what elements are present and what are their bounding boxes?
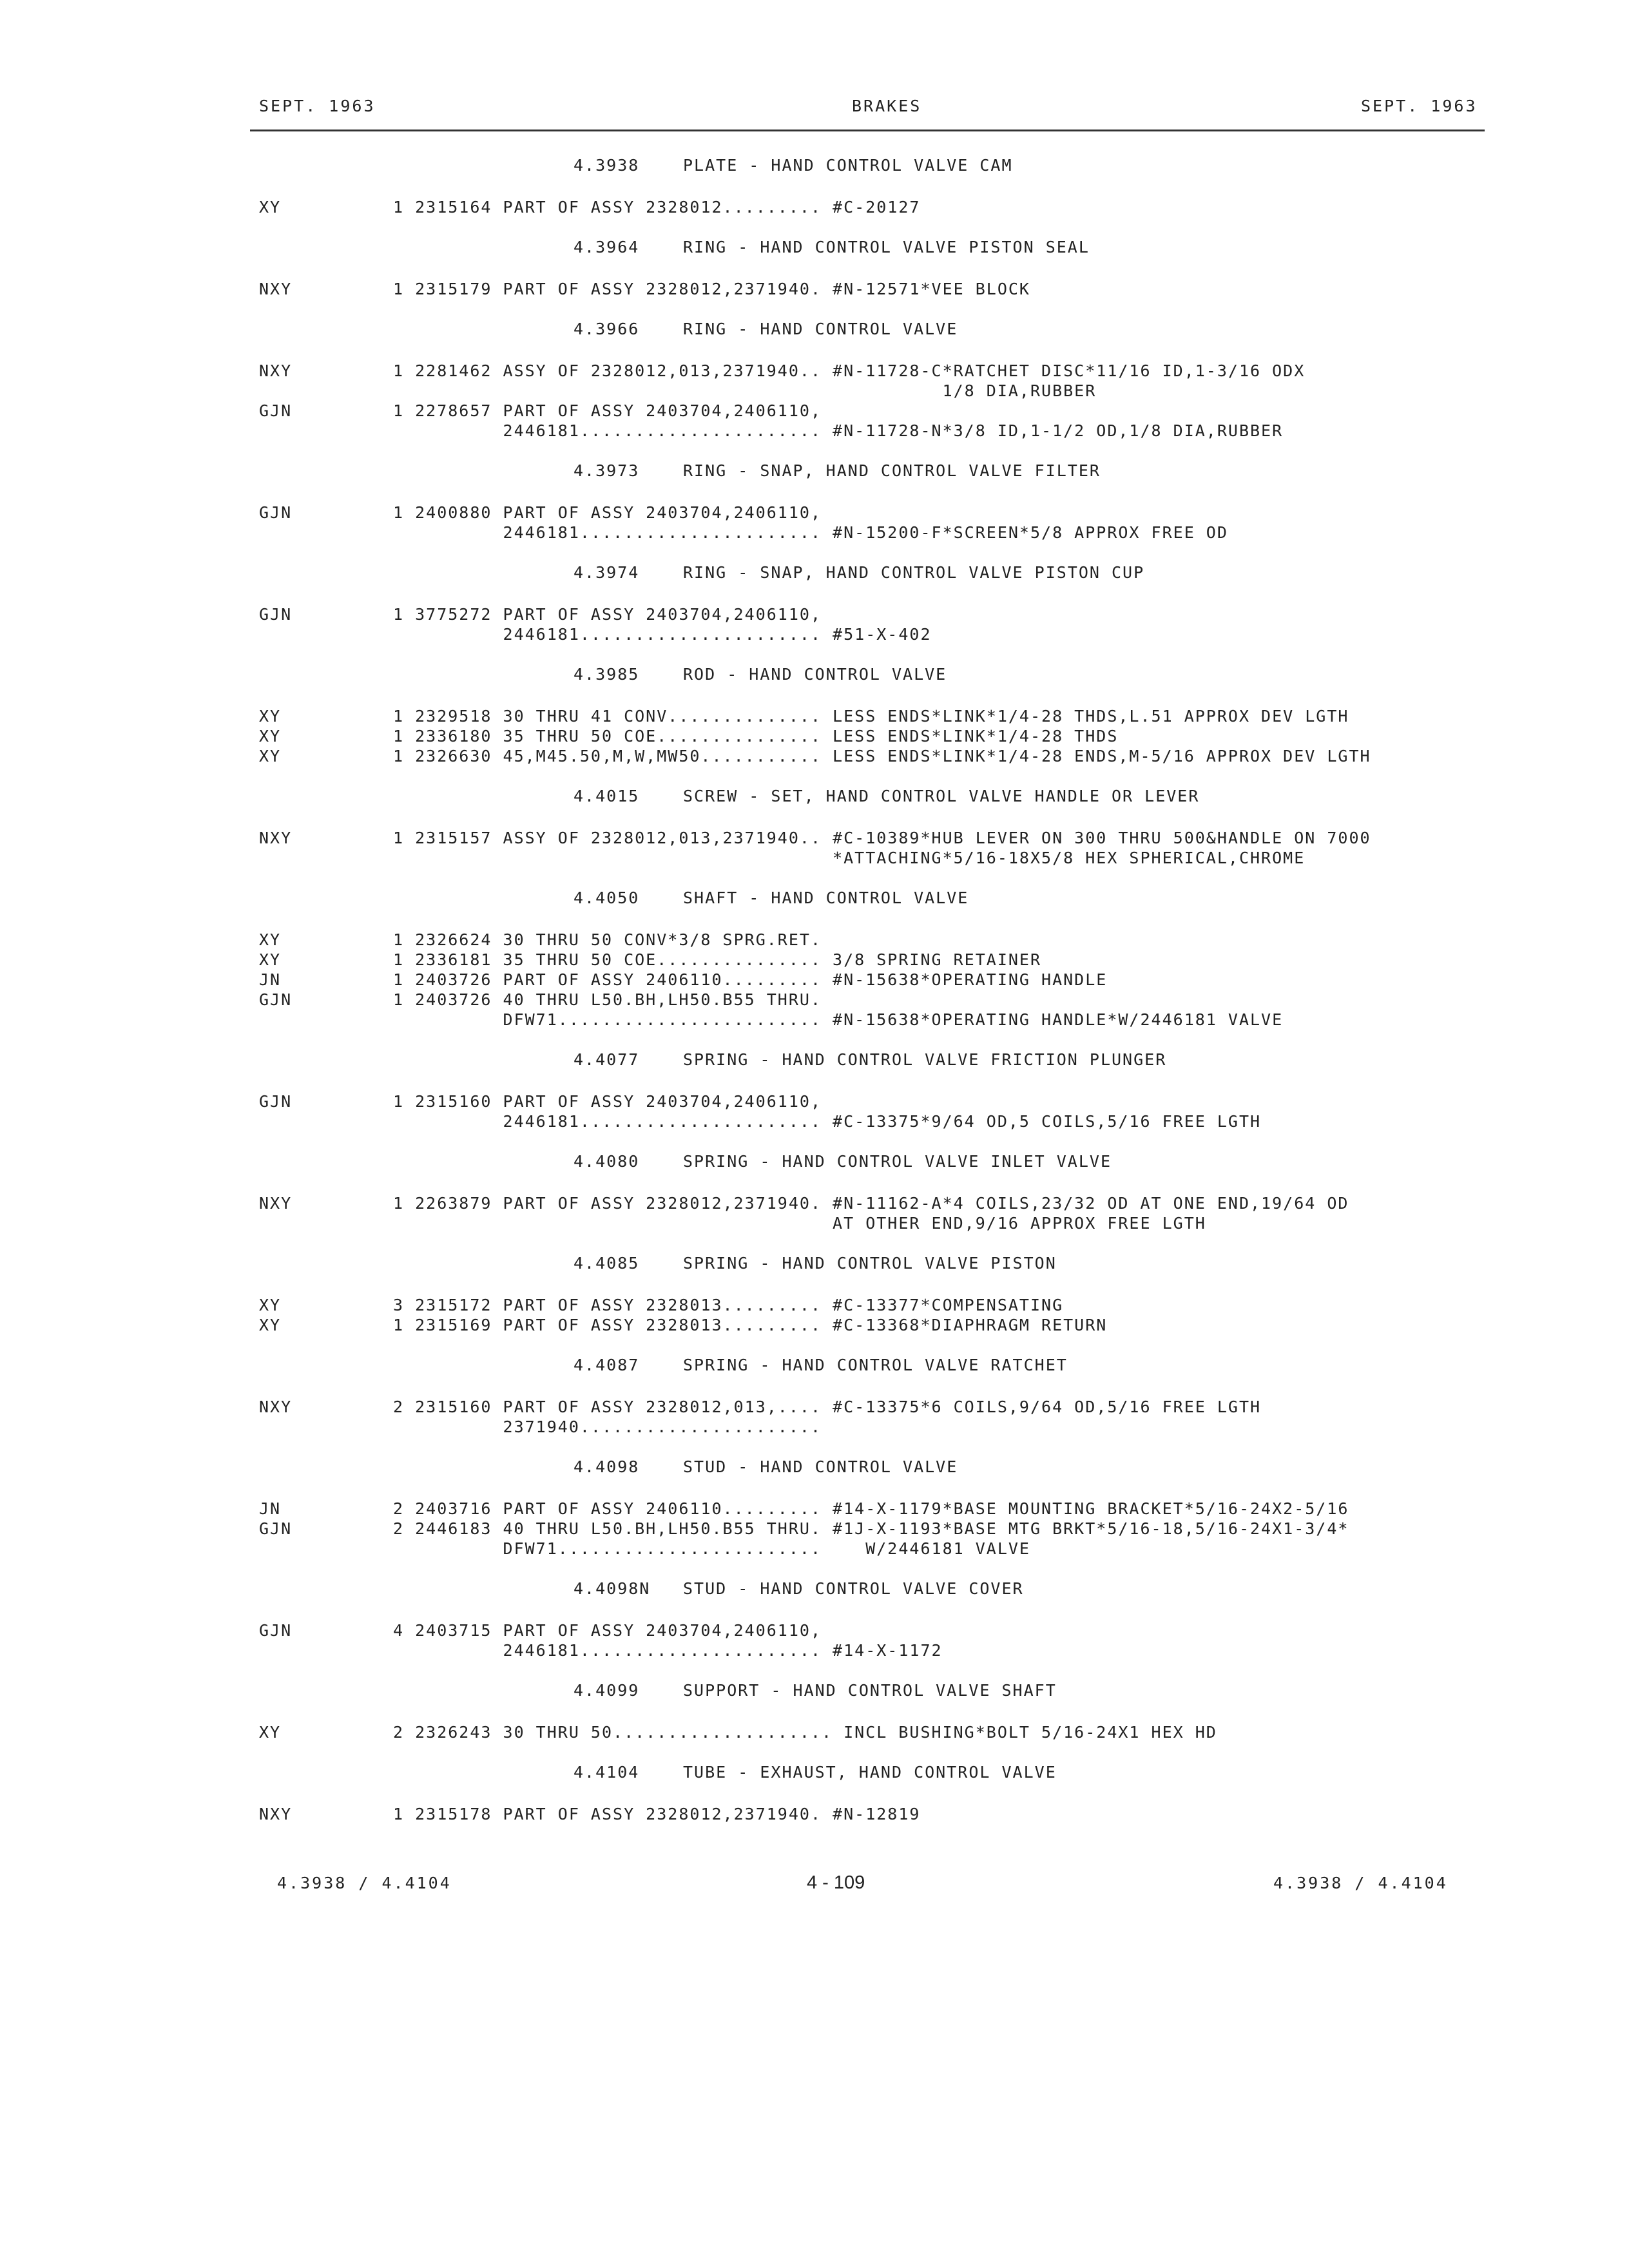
part-entry <box>0 1315 1629 1335</box>
section-title: RING - SNAP, HAND CONTROL VALVE PISTON CUP <box>683 563 1145 582</box>
section-title: RING - SNAP, HAND CONTROL VALVE FILTER <box>683 461 1101 480</box>
section-title: SPRING - HAND CONTROL VALVE PISTON <box>683 1254 1057 1273</box>
part-line: 2446181...................... #14-X-1172 <box>393 1641 943 1660</box>
model-code: GJN <box>259 1621 293 1640</box>
header-date-left: SEPT. 1963 <box>259 97 376 115</box>
part-entry <box>0 970 1629 990</box>
section-heading <box>574 664 1629 706</box>
model-code: NXY <box>259 1398 293 1416</box>
part-entry <box>0 950 1629 970</box>
section-number: 4.4098 <box>574 1457 640 1476</box>
part-line: AT OTHER END,9/16 APPROX FREE LGTH <box>393 1214 1206 1233</box>
section-title: TUBE - EXHAUST, HAND CONTROL VALVE <box>683 1763 1057 1782</box>
model-code: GJN <box>259 605 293 624</box>
part-line: 2371940...................... <box>393 1418 822 1436</box>
section-number: 4.4085 <box>574 1254 640 1273</box>
part-entry <box>0 1091 1629 1131</box>
section-spacer <box>0 1824 1629 1843</box>
part-line: *ATTACHING*5/16-18X5/8 HEX SPHERICAL,CHROME <box>393 849 1306 867</box>
section <box>0 562 1629 664</box>
section-number: 4.4104 <box>574 1763 640 1782</box>
section-heading <box>574 1253 1629 1295</box>
model-code: XY <box>259 1316 282 1334</box>
section-number: 4.3938 <box>574 156 640 175</box>
section <box>0 155 1629 236</box>
part-entry <box>0 1193 1629 1233</box>
part-entry <box>0 361 1629 401</box>
model-code: GJN <box>259 503 293 522</box>
section-spacer <box>0 441 1629 460</box>
part-line: 1 3775272 PART OF ASSY 2403704,2406110, <box>393 605 822 624</box>
section-spacer <box>0 766 1629 785</box>
section <box>0 1680 1629 1762</box>
section-title: SHAFT - HAND CONTROL VALVE <box>683 889 969 907</box>
section-spacer <box>0 299 1629 318</box>
section-number: 4.3985 <box>574 665 640 684</box>
part-line: 3 2315172 PART OF ASSY 2328013......... #C-13377*COMPENSATING <box>393 1296 1064 1314</box>
model-code: XY <box>259 707 282 726</box>
part-line: 1/8 DIA,RUBBER <box>393 381 1097 400</box>
part-line: 1 2281462 ASSY OF 2328012,013,2371940.. #N-11728-C*RATCHET DISC*11/16 ID,1-3/16 ODX <box>393 361 1306 380</box>
part-line: 1 2403726 40 THRU L50.BH,LH50.B55 THRU. <box>393 990 822 1009</box>
parts-list <box>0 155 1629 1843</box>
section-number: 4.3964 <box>574 238 640 256</box>
model-code: XY <box>259 1296 282 1314</box>
section-title: PLATE - HAND CONTROL VALVE CAM <box>683 156 1013 175</box>
part-line: 1 2400880 PART OF ASSY 2403704,2406110, <box>393 503 822 522</box>
section-spacer <box>0 1660 1629 1680</box>
part-line: DFW71........................ W/2446181 VALVE <box>393 1539 1030 1558</box>
section-spacer <box>0 644 1629 664</box>
section-number: 4.4087 <box>574 1356 640 1374</box>
section-heading <box>574 887 1629 930</box>
section-spacer <box>0 1233 1629 1253</box>
section-spacer <box>0 1559 1629 1578</box>
section <box>0 664 1629 785</box>
model-code: NXY <box>259 280 293 298</box>
part-line: DFW71........................ #N-15638*OPERATING HANDLE*W/2446181 VALVE <box>393 1010 1284 1029</box>
part-line: 1 2315169 PART OF ASSY 2328013......... #C-13368*DIAPHRAGM RETURN <box>393 1316 1108 1334</box>
section-heading <box>574 785 1629 828</box>
part-entry <box>0 1397 1629 1437</box>
section <box>0 1049 1629 1151</box>
part-entry <box>0 1499 1629 1519</box>
part-entry <box>0 279 1629 299</box>
section-spacer <box>0 1437 1629 1456</box>
part-line: 2 2326243 30 THRU 50.................... INCL BUSHING*BOLT 5/16-24X1 HEX HD <box>393 1723 1217 1742</box>
section <box>0 1354 1629 1456</box>
model-code: XY <box>259 950 282 969</box>
section-number: 4.4099 <box>574 1681 640 1700</box>
section <box>0 1578 1629 1680</box>
section-heading <box>574 1680 1629 1722</box>
part-entry <box>0 604 1629 644</box>
footer-range-left: 4.3938 / 4.4104 <box>277 1874 452 1892</box>
section-spacer <box>0 1030 1629 1049</box>
model-code: GJN <box>259 1092 293 1111</box>
part-entry <box>0 1804 1629 1824</box>
part-entry <box>0 828 1629 868</box>
section-heading <box>574 318 1629 361</box>
section-number: 4.3966 <box>574 320 640 338</box>
model-code: NXY <box>259 361 293 380</box>
section-title: STUD - HAND CONTROL VALVE <box>683 1457 958 1476</box>
section <box>0 460 1629 562</box>
section-title: SCREW - SET, HAND CONTROL VALVE HANDLE OR LEVER <box>683 787 1200 805</box>
section-title: RING - HAND CONTROL VALVE PISTON SEAL <box>683 238 1090 256</box>
model-code: JN <box>259 970 282 989</box>
section <box>0 785 1629 887</box>
part-line: 1 2326630 45,M45.50,M,W,MW50........... LESS ENDS*LINK*1/4-28 ENDS,M-5/16 APPROX DEV LGTH <box>393 747 1371 765</box>
part-entry <box>0 1722 1629 1742</box>
part-line: 1 2315160 PART OF ASSY 2403704,2406110, <box>393 1092 822 1111</box>
part-line: 2446181...................... #N-15200-F*SCREEN*5/8 APPROX FREE OD <box>393 523 1228 542</box>
model-code: NXY <box>259 1805 293 1823</box>
part-line: 1 2315178 PART OF ASSY 2328012,2371940. #N-12819 <box>393 1805 921 1823</box>
model-code: GJN <box>259 990 293 1009</box>
part-line: 2446181...................... #N-11728-N*3/8 ID,1-1/2 OD,1/8 DIA,RUBBER <box>393 421 1284 440</box>
part-entry <box>0 401 1629 441</box>
section <box>0 1151 1629 1253</box>
section-title: ROD - HAND CONTROL VALVE <box>683 665 947 684</box>
part-line: 2 2446183 40 THRU L50.BH,LH50.B55 THRU. #1J-X-1193*BASE MTG BRKT*5/16-18,5/16-24X1-3/4* <box>393 1519 1349 1538</box>
section-heading <box>574 1049 1629 1091</box>
header-date-right: SEPT. 1963 <box>1361 97 1478 115</box>
model-code: XY <box>259 930 282 949</box>
section <box>0 1253 1629 1354</box>
section-title: SUPPORT - HAND CONTROL VALVE SHAFT <box>683 1681 1057 1700</box>
section-number: 4.4050 <box>574 889 640 907</box>
section-title: SPRING - HAND CONTROL VALVE RATCHET <box>683 1356 1068 1374</box>
section-title: RING - HAND CONTROL VALVE <box>683 320 958 338</box>
model-code: XY <box>259 1723 282 1742</box>
part-line: 1 2326624 30 THRU 50 CONV*3/8 SPRG.RET. <box>393 930 822 949</box>
section-number: 4.4098N <box>574 1579 651 1598</box>
section <box>0 1456 1629 1578</box>
section-spacer <box>0 217 1629 236</box>
model-code: GJN <box>259 401 293 420</box>
model-code: XY <box>259 747 282 765</box>
part-line: 1 2336181 35 THRU 50 COE............... 3/8 SPRING RETAINER <box>393 950 1042 969</box>
section-number: 4.3974 <box>574 563 640 582</box>
part-line: 1 2315179 PART OF ASSY 2328012,2371940. #N-12571*VEE BLOCK <box>393 280 1030 298</box>
part-entry <box>0 990 1629 1030</box>
part-entry <box>0 1519 1629 1559</box>
section-spacer <box>0 868 1629 887</box>
part-line: 2446181...................... #C-13375*9/64 OD,5 COILS,5/16 FREE LGTH <box>393 1112 1262 1131</box>
footer-range-right: 4.3938 / 4.4104 <box>1273 1874 1448 1892</box>
section-title: SPRING - HAND CONTROL VALVE INLET VALVE <box>683 1152 1112 1171</box>
section-title: STUD - HAND CONTROL VALVE COVER <box>683 1579 1024 1598</box>
part-line: 1 2315157 ASSY OF 2328012,013,2371940.. #C-10389*HUB LEVER ON 300 THRU 500&HANDLE ON 7000 <box>393 829 1371 847</box>
model-code: GJN <box>259 1519 293 1538</box>
part-entry <box>0 1295 1629 1315</box>
section-heading <box>574 562 1629 604</box>
section-spacer <box>0 543 1629 562</box>
part-line: 1 2278657 PART OF ASSY 2403704,2406110, <box>393 401 822 420</box>
header-rule <box>250 130 1485 131</box>
part-line: 1 2315164 PART OF ASSY 2328012......... #C-20127 <box>393 198 921 216</box>
part-entry <box>0 1620 1629 1660</box>
model-code: XY <box>259 727 282 745</box>
model-code: JN <box>259 1499 282 1518</box>
model-code: XY <box>259 198 282 216</box>
section-heading <box>574 1578 1629 1620</box>
part-entry <box>0 706 1629 726</box>
section <box>0 1762 1629 1843</box>
model-code: NXY <box>259 829 293 847</box>
part-entry <box>0 197 1629 217</box>
part-entry <box>0 726 1629 746</box>
section-number: 4.4080 <box>574 1152 640 1171</box>
section <box>0 236 1629 318</box>
section-heading <box>574 460 1629 503</box>
part-line: 1 2329518 30 THRU 41 CONV.............. LESS ENDS*LINK*1/4-28 THDS,L.51 APPROX DEV LGTH <box>393 707 1349 726</box>
section-heading <box>574 1456 1629 1499</box>
header-section-title: BRAKES <box>852 97 922 115</box>
part-line: 2 2315160 PART OF ASSY 2328012,013,.... #C-13375*6 COILS,9/64 OD,5/16 FREE LGTH <box>393 1398 1262 1416</box>
section-heading <box>574 1354 1629 1397</box>
model-code: NXY <box>259 1194 293 1213</box>
section <box>0 318 1629 460</box>
section-number: 4.4015 <box>574 787 640 805</box>
part-line: 4 2403715 PART OF ASSY 2403704,2406110, <box>393 1621 822 1640</box>
part-line: 2 2403716 PART OF ASSY 2406110......... #14-X-1179*BASE MOUNTING BRACKET*5/16-24X2-5/16 <box>393 1499 1349 1518</box>
section-spacer <box>0 1742 1629 1762</box>
section-heading <box>574 236 1629 279</box>
section-heading <box>574 1151 1629 1193</box>
section <box>0 887 1629 1049</box>
section-number: 4.4077 <box>574 1050 640 1069</box>
section-spacer <box>0 1335 1629 1354</box>
part-entry <box>0 503 1629 543</box>
section-heading <box>574 1762 1629 1804</box>
part-entry <box>0 746 1629 766</box>
section-title: SPRING - HAND CONTROL VALVE FRICTION PLUNGER <box>683 1050 1167 1069</box>
section-number: 4.3973 <box>574 461 640 480</box>
part-entry <box>0 930 1629 950</box>
page-number: 4 - 109 <box>807 1872 865 1893</box>
part-line: 2446181...................... #51-X-402 <box>393 625 932 644</box>
part-line: 1 2336180 35 THRU 50 COE............... LESS ENDS*LINK*1/4-28 THDS <box>393 727 1119 745</box>
part-line: 1 2263879 PART OF ASSY 2328012,2371940. #N-11162-A*4 COILS,23/32 OD AT ONE END,19/64 OD <box>393 1194 1349 1213</box>
section-spacer <box>0 1131 1629 1151</box>
part-line: 1 2403726 PART OF ASSY 2406110......... #N-15638*OPERATING HANDLE <box>393 970 1108 989</box>
section-heading <box>574 155 1629 197</box>
